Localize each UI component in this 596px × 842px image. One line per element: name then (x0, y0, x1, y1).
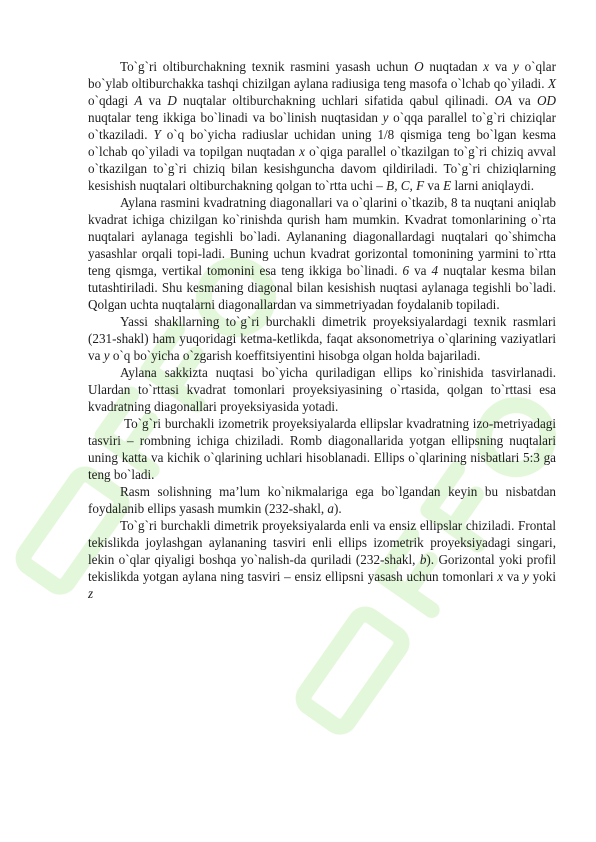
paragraph (88, 415, 556, 483)
italic-text: X (547, 76, 556, 91)
text-run: yoki (528, 569, 556, 584)
italic-text: Y (153, 127, 161, 142)
paragraph (88, 58, 556, 194)
italic-text: y (523, 569, 529, 584)
text-run: o`qdagi (88, 93, 135, 108)
paragraph (88, 313, 556, 364)
text-run: To`g`ri burchakli izometrik proyeksiyalarda ellipslar kvadratning izo-metriyadagi tasviri – rombning ichiga chiziladi. Romb diagonallarida yotgan ellipsning nuqtalari uning katta va kichik o`qlarining uchlari hisoblanadi. Ellips o`qlarining nisbatlari 5:3 ga teng bo`ladi. (88, 416, 556, 482)
italic-text: E (443, 178, 452, 193)
paragraph (88, 364, 556, 415)
italic-text: OA (494, 93, 513, 108)
italic-text: O (414, 59, 424, 74)
italic-text: y (103, 348, 110, 363)
text-run: Aylana rasmini kvadratning diagonallari va o`qlarini o`tkazib, 8 ta nuqtani aniqlab kvadrat ichiga chizilgan ko`rinishda qurish ham mumkin. Kvadrat tomonlarining o`rta nuqtalari aylanaga tegishli bo`ladi. Aylananing diagonallardagi nuqtalari qo`shimcha yasashlar orqali topi-ladi. Buning uchun kvadrat gorizontal tomonining yarmini to`rtta teng qismga, vertikal tomonini esa teng ikkiga bo`linadi. (88, 195, 556, 278)
italic-text: y (382, 110, 389, 125)
document-page (88, 58, 556, 602)
text-run: o`qlar bo`ylab oltiburchakka tashqi chizilgan aylana radiusiga teng masofa o`lchab qo`yiladi. (88, 59, 556, 91)
italic-text: B, C, F (386, 178, 425, 193)
italic-text: y (513, 59, 519, 74)
italic-text: D (167, 93, 177, 108)
text-run: Aylana sakkizta nuqtasi bo`yicha quriladigan ellips ko`rinishida tasvirlanadi. Ulardan to`rttasi kvadrat tomonlari proyeksiyasining o`rtasida, qolgan to`rttasi esa kvadratning diagonallari proyeksiyasida yotadi. (88, 365, 556, 414)
text-run: o`qqa parallel to`g`ri chiziqlar o`tkaziladi. (88, 110, 556, 142)
italic-text: 6 (402, 263, 410, 278)
text-run: To`g`ri burchakli dimetrik proyeksiyalarda enli va ensiz ellipslar chiziladi. Frontal tekislikda joylashgan aylananing tasviri enli ellips izometrik proyeksiyadagi singari, lekin o`qlar qiyaligi boshqa yo`nalish-da quriladi (232-shakl, (88, 518, 556, 567)
italic-text: OD (537, 93, 556, 108)
text-run: ). (334, 501, 342, 516)
text-run: o`qiga parallel o`tkazilgan to`g`ri chiziq avval o`tkazilgan to`g`ri chiziq bilan kesishguncha davom qildiriladi. To`g`ri chiziqlarning kesishish nuqtalari oltiburchakning qolgan to`rtta uchi – (88, 144, 556, 193)
text-run: va (512, 93, 537, 108)
text-run: nuqtadan (423, 59, 484, 74)
italic-text: a (327, 501, 334, 516)
text-run: va (409, 263, 432, 278)
text-run: nuqtalar oltiburchakning uchlari sifatida qabul qilinadi. (176, 93, 495, 108)
italic-text: x (483, 59, 490, 74)
text-run: o`q bo`yicha o`zgarish koeffitsiyentini hisobga olgan holda bajariladi. (109, 348, 481, 363)
text-run: Yassi shakllarning to`g`ri burchakli dimetrik proyeksiyalardagi texnik rasmlari (231-shakl) ham yuqoridagi ketma-ketlikda, faqat aksonometriya o`qlarining vaziyatlari va (88, 314, 556, 363)
paragraph (88, 483, 556, 517)
text-run: o`q bo`yicha radiuslar uchidan uning 1/8 qismiga teng bo`lgan kesma o`lchab qo`yiladi va topilgan nuqtadan (88, 127, 556, 159)
italic-text: z (88, 586, 94, 601)
text-run: To`g`ri oltiburchakning texnik rasmini yasash uchun (120, 59, 415, 74)
text-run: ). Gorizontal yoki profil tekislikda yotgan aylana ning tasviri – ensiz ellipsni yasash uchun tomonlari (88, 552, 556, 584)
paragraph (88, 194, 556, 313)
paragraph (88, 517, 556, 602)
text-run: va (489, 59, 514, 74)
text-run: va (142, 93, 168, 108)
italic-text: x (299, 144, 305, 159)
italic-text: A (134, 93, 143, 108)
text-run: nuqtalar kesma bilan tutashtiriladi. Shu kesmaning diagonal bilan kesishish nuqtasi aylanaga tegishli bo`ladi. Qolgan uchta nuqtalarni diagonallardan va simmetriyadan foydalanib topiladi. (88, 263, 556, 312)
italic-text: 4 (431, 263, 439, 278)
italic-text: b (419, 552, 427, 567)
text-run: larni aniqlaydi. (451, 178, 534, 193)
text-run: nuqtalar teng ikkiga bo`linadi va bo`linish nuqtasidan (88, 110, 383, 125)
italic-text: x (497, 569, 504, 584)
text-run: va (424, 178, 444, 193)
text-run: va (503, 569, 524, 584)
text-run: Rasm solishning ma’lum ko`nikmalariga ega bo`lgandan keyin bu nisbatdan foydalanib ellips yasash mumkin (232-shakl, (88, 484, 556, 516)
